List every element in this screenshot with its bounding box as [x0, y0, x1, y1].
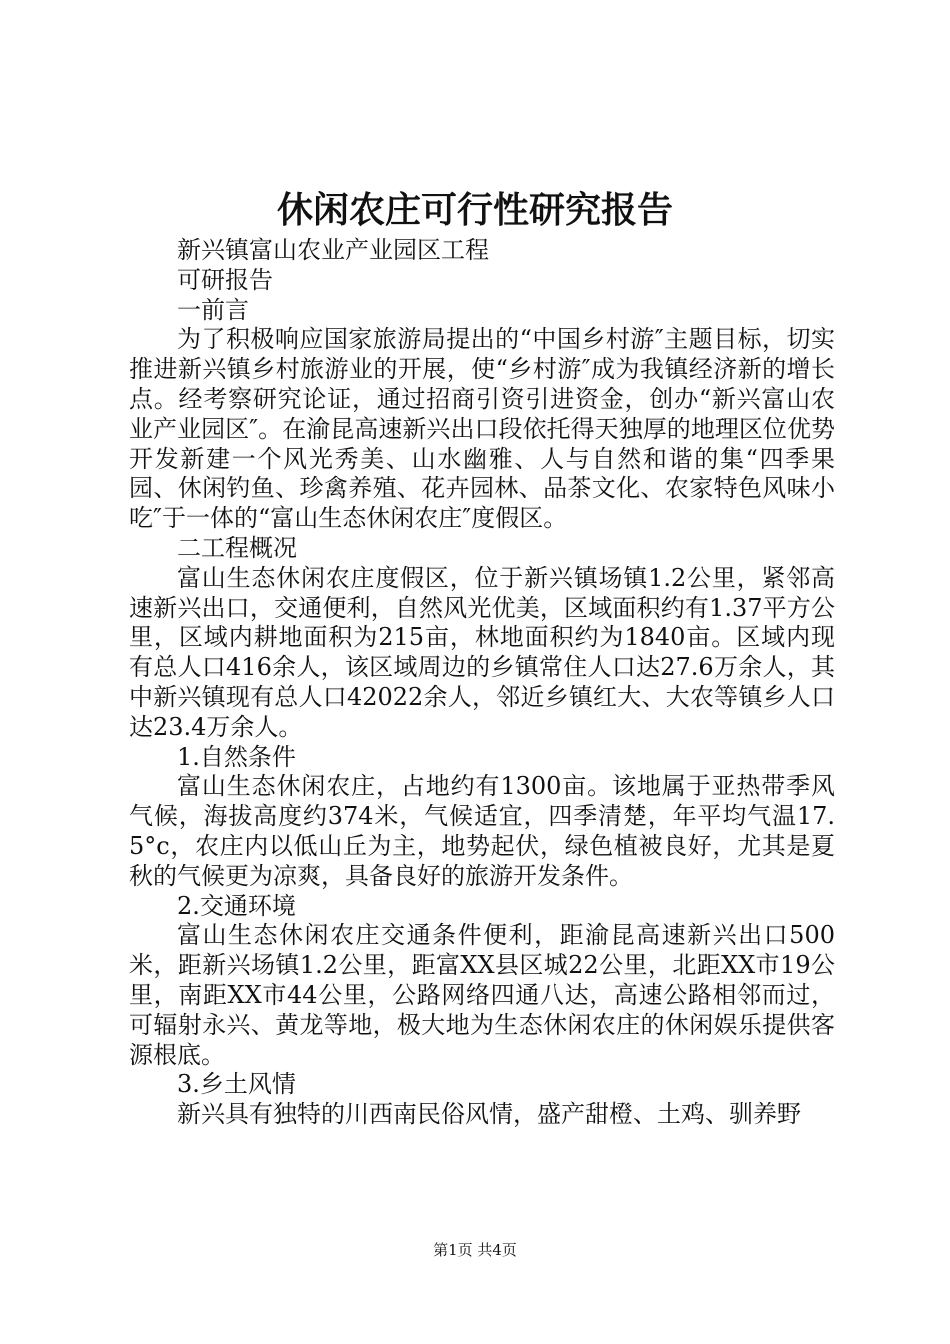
document-body: [129, 236, 835, 1130]
document-title: 休闲农庄可行性研究报告: [276, 189, 673, 231]
paragraph: 为了积极响应国家旅游局提出的“中国乡村游″主题目标，切实推进新兴镇乡村旅游业的开展，使“乡村游″成为我镇经济新的增长点。经考察研究论证，通过招商引资引进资金，创办“新兴富山农业产业园区″。在渝昆高速新兴出口段依托得天独厚的地理区位优势开发新建一个风光秀美、山水幽雅、人与自然和谐的集“四季果园、休闲钓鱼、珍禽养殖、花卉园林、品茶文化、农家特色风味小吃″于一体的“富山生态休闲农庄″度假区。: [129, 325, 835, 533]
section-heading: 二工程概况: [177, 533, 297, 562]
subtitle-line: 可研报告: [177, 265, 273, 294]
section-heading: 2.交通环境: [177, 891, 296, 920]
paragraph: 新兴具有独特的川西南民俗风情，盛产甜橙、土鸡、驯养野: [177, 1100, 801, 1129]
section-heading: 3.乡土风情: [177, 1070, 296, 1099]
page-footer: 第1页 共4页: [433, 1241, 517, 1259]
section-heading: 一前言: [177, 295, 249, 324]
paragraph: 富山生态休闲农庄度假区，位于新兴镇场镇1.2公里，紧邻高速新兴出口，交通便利，自然风光优美，区域面积约有1.37平方公里，区域内耕地面积为215亩，林地面积约为1840亩。区域内现有总人口416余人，该区域周边的乡镇常住人口达27.6万余人，其中新兴镇现有总人口42022余人，邻近乡镇红大、大农等镇乡人口达23.4万余人。: [129, 563, 835, 741]
section-heading: 1.自然条件: [177, 742, 296, 771]
subtitle-line: 新兴镇富山农业产业园区工程: [177, 236, 489, 264]
paragraph: 富山生态休闲农庄交通条件便利，距渝昆高速新兴出口500米，距新兴场镇1.2公里，距富XX县区城22公里，北距XX市19公里，南距XX市44公里，公路网络四通八达，高速公路相邻而过，可辐射永兴、黄龙等地，极大地为生态休闲农庄的休闲娱乐提供客源根底。: [129, 921, 835, 1069]
paragraph: 富山生态休闲农庄，占地约有1300亩。该地属于亚热带季风气候，海拔高度约374米，气候适宜，四季清楚，年平均气温17.5°c，农庄内以低山丘为主，地势起伏，绿色植被良好，尤其是夏秋的气候更为凉爽，具备良好的旅游开发条件。: [129, 772, 835, 890]
